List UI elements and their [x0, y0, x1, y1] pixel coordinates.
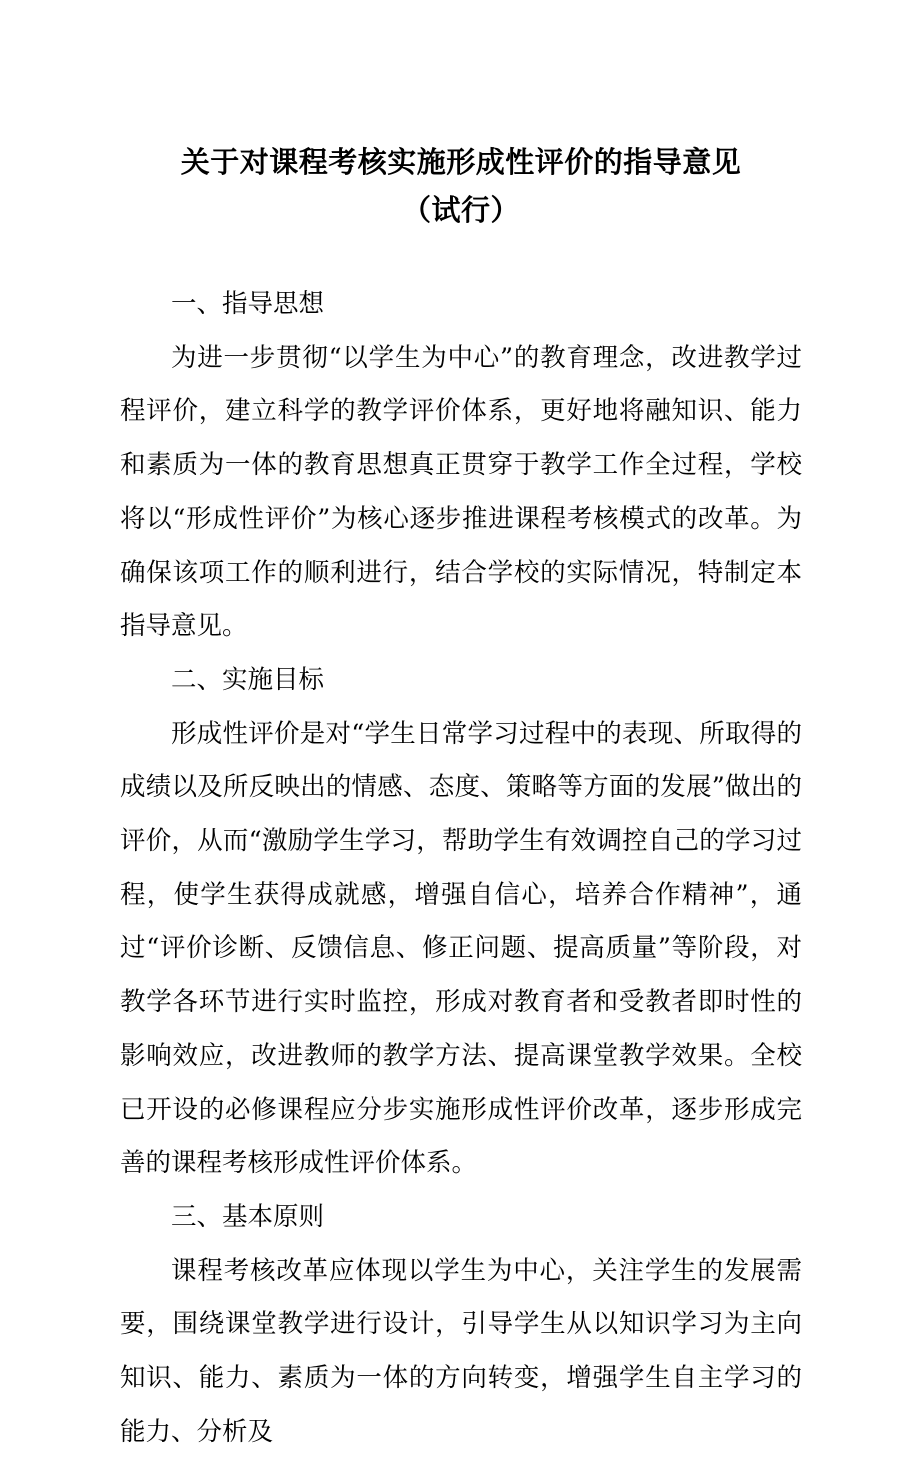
- document-title: 关于对课程考核实施形成性评价的指导意见: [180, 145, 742, 179]
- section-guiding-ideology: [120, 278, 802, 654]
- section-heading: 三、基本原则: [171, 1201, 325, 1232]
- section-paragraph: 为进一步贯彻“以学生为中心”的教育理念，改进教学过程评价，建立科学的教学评价体系，更好地将融知识、能力和素质为一体的教育思想真正贯穿于教学工作全过程，学校将以“形成性评价”为核心逐步推进课程考核模式的改革。为确保该项工作的顺利进行，结合学校的实际情况，特制定本指导意见。: [120, 342, 802, 642]
- section-heading: 二、实施目标: [171, 664, 325, 695]
- section-paragraph: 课程考核改革应体现以学生为中心，关注学生的发展需要，围绕课堂教学进行设计，引导学生从以知识学习为主向知识、能力、素质为一体的方向转变，增强学生自主学习的能力、分析及: [120, 1255, 802, 1447]
- section-paragraph: 形成性评价是对“学生日常学习过程中的表现、所取得的成绩以及所反映出的情感、态度、策略等方面的发展”做出的评价，从而“激励学生学习，帮助学生有效调控自己的学习过程，使学生获得成就感，增强自信心，培养合作精神”，通过“评价诊断、反馈信息、修正问题、提高质量”等阶段，对教学各环节进行实时监控，形成对教育者和受教者即时性的影响效应，改进教师的教学方法、提高课堂教学效果。全校已开设的必修课程应分步实施形成性评价改革，逐步形成完善的课程考核形成性评价体系。: [120, 718, 802, 1179]
- section-basic-principles: [120, 1191, 802, 1459]
- document-body: [120, 278, 802, 1459]
- document-subtitle: （试行）: [401, 193, 520, 227]
- section-implementation-goals: [120, 654, 802, 1191]
- section-heading: 一、指导思想: [171, 289, 325, 319]
